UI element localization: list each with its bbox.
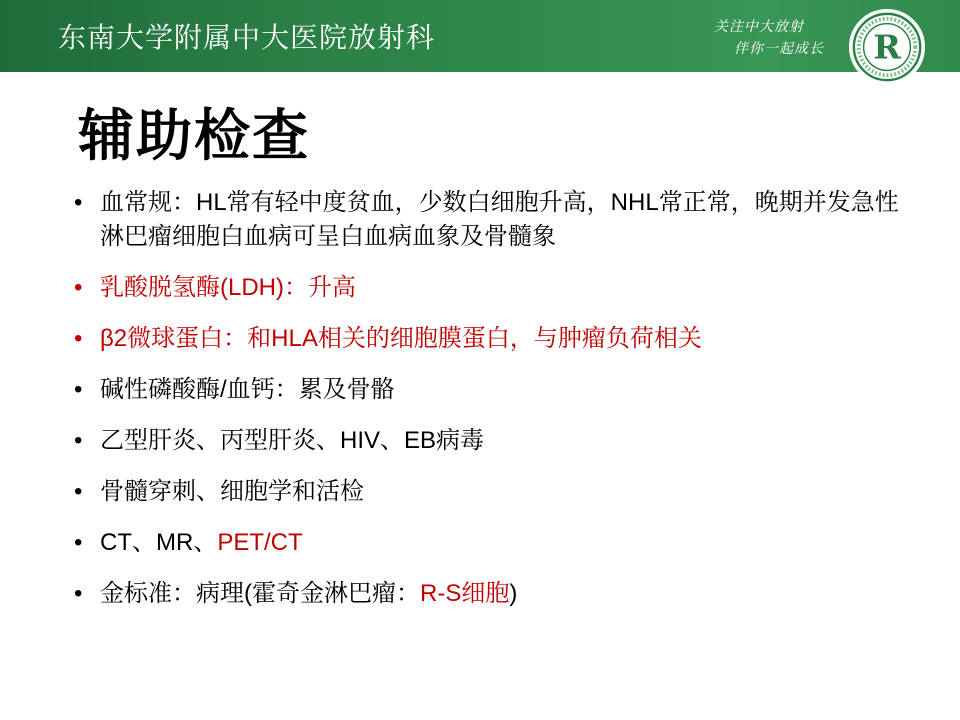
bullet-dot: • (74, 478, 83, 505)
bullet-text: 乙型肝炎、丙型肝炎、HIV、EB病毒 (100, 427, 485, 454)
bullet-dot: • (74, 529, 83, 556)
bullet-dot: • (74, 189, 83, 216)
emblem-letter: R (873, 27, 901, 67)
bullet-highlight: PET/CT (217, 529, 303, 556)
bullet-text: 金标准：病理(霍奇金淋巴瘤： (100, 580, 420, 607)
bullet-text: 骨髓穿刺、细胞学和活检 (100, 478, 364, 505)
bullet-list (72, 186, 902, 628)
slide-title: 辅助检查 (78, 104, 310, 167)
bullet-text: CT、MR、 (100, 529, 218, 556)
list-item (72, 424, 902, 458)
bullet-text: β2微球蛋白：和HLA相关的细胞膜蛋白，与肿瘤负荷相关 (100, 325, 702, 352)
bullet-dot: • (74, 427, 83, 454)
hospital-department-title: 东南大学附属中大医院放射科 (58, 21, 436, 54)
header-band (0, 0, 960, 72)
bullet-dot: • (74, 325, 83, 352)
bullet-dot: • (74, 274, 83, 301)
list-item (72, 526, 902, 560)
list-item (72, 577, 902, 611)
bullet-dot: • (74, 376, 83, 403)
slogan-line-2: 伴你一起成长 (734, 41, 824, 57)
bullet-text: 碱性磷酸酶/血钙：累及骨骼 (100, 376, 395, 403)
hospital-emblem-icon (848, 8, 926, 86)
bullet-dot: • (74, 580, 83, 607)
list-item (72, 322, 902, 356)
slogan-line-1: 关注中大放射 (714, 19, 804, 35)
list-item (72, 186, 902, 254)
bullet-suffix: ) (509, 580, 518, 607)
bullet-highlight: R-S细胞 (420, 580, 510, 607)
bullet-text: 血常规：HL常有轻中度贫血，少数白细胞升高，NHL常正常，晚期并发急性淋巴瘤细胞白血病可呈白血病血象及骨髓象 (100, 189, 899, 250)
list-item (72, 475, 902, 509)
list-item (72, 271, 902, 305)
bullet-text: 乳酸脱氢酶(LDH)：升高 (100, 274, 356, 301)
list-item (72, 373, 902, 407)
